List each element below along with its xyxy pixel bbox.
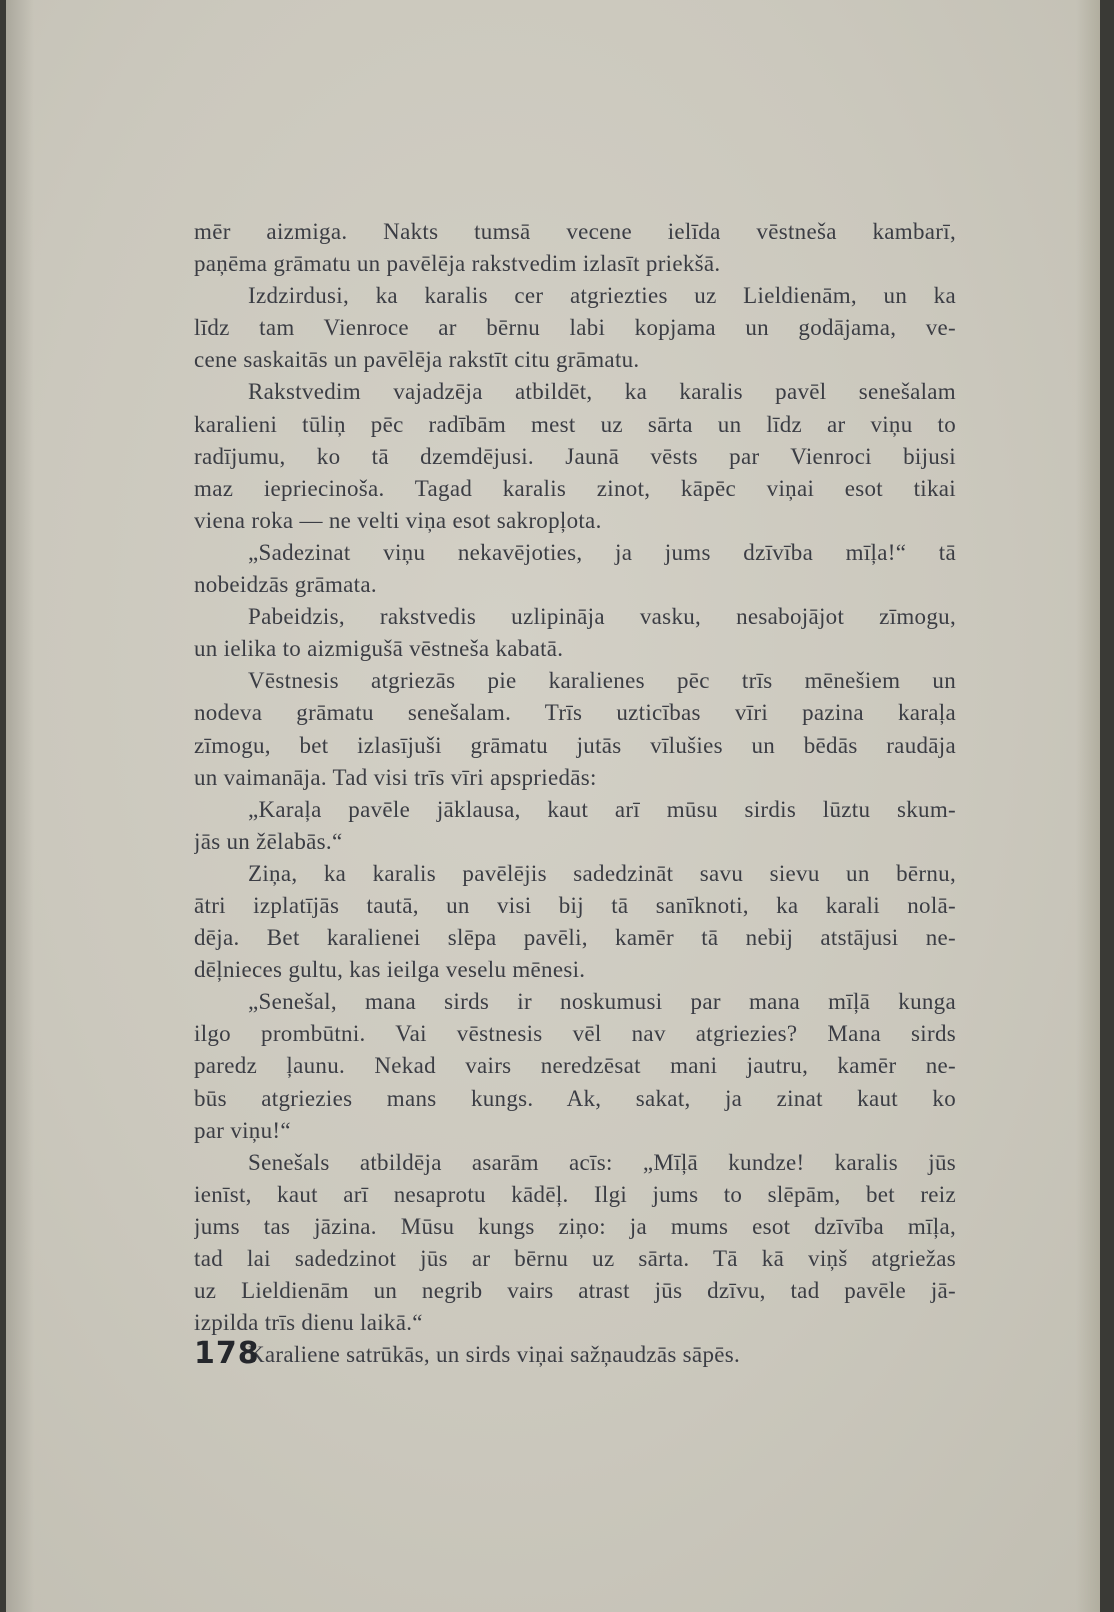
page-number: 178 <box>194 1336 260 1371</box>
text-line: paņēma grāmatu un pavēlēja rakstvedim izlasīt priekšā. <box>194 251 721 277</box>
text-line: un vaimanāja. Tad visi trīs vīri apspriedās: <box>194 764 597 790</box>
text-line: Ziņa, ka karalis pavēlējis sadedzināt savu sievu un bērnu, <box>248 860 956 886</box>
text-line: ienīst, kaut arī nesaprotu kādēļ. Ilgi jums to slēpām, bet reiz <box>194 1181 956 1207</box>
text-line: par viņu!“ <box>194 1117 291 1143</box>
text-line: dēļnieces gultu, kas ieilga veselu mēnesi. <box>194 957 586 983</box>
text-line: Pabeidzis, rakstvedis uzlipināja vasku, nesabojājot zīmogu, <box>248 604 956 630</box>
text-line: jās un žēlabās.“ <box>194 828 343 854</box>
text-line: Izdzirdusi, ka karalis cer atgriezties uz Lieldienām, un ka <box>248 283 956 309</box>
text-line: maz iepriecinoša. Tagad karalis zinot, kāpēc viņai esot tikai <box>194 475 956 501</box>
text-line: mēr aizmiga. Nakts tumsā vecene ielīda vēstneša kambarī, <box>194 219 956 244</box>
text-line: jums tas jāzina. Mūsu kungs ziņo: ja mums esot dzīvība mīļa, <box>194 1213 956 1239</box>
text-line: būs atgriezies mans kungs. Ak, sakat, ja zinat kaut ko <box>194 1085 956 1111</box>
text-line: nodeva grāmatu senešalam. Trīs uzticības vīri pazina karaļa <box>194 700 956 726</box>
text-line: līdz tam Vienroce ar bērnu labi kopjama un godājama, ve- <box>194 315 956 341</box>
text-line: Karaliene satrūkās, un sirds viņai sažņaudzās sāpēs. <box>248 1342 741 1368</box>
text-line: ātri izplatījās tautā, un visi bij tā sanīknoti, ka karali nolā- <box>194 892 956 918</box>
text-line: nobeidzās grāmata. <box>194 572 377 598</box>
text-line: paredz ļaunu. Nekad vairs neredzēsat mani jautru, kamēr ne- <box>194 1053 956 1079</box>
text-line: „Sadezinat viņu nekavējoties, ja jums dzīvība mīļa!“ tā <box>248 539 956 565</box>
text-line: Senešals atbildēja asarām acīs: „Mīļā kundze! karalis jūs <box>248 1149 956 1175</box>
body-text <box>194 216 956 1371</box>
book-page <box>6 0 1100 1612</box>
text-line: zīmogu, bet izlasījuši grāmatu jutās vīlušies un bēdās raudāja <box>194 732 956 758</box>
text-line: „Karaļa pavēle jāklausa, kaut arī mūsu sirdis lūztu skum- <box>248 796 956 822</box>
text-line: dēja. Bet karalienei slēpa pavēli, kamēr tā nebij atstājusi ne- <box>194 925 956 951</box>
text-line: karalieni tūliņ pēc radībām mest uz sārta un līdz ar viņu to <box>194 411 956 437</box>
text-line: Vēstnesis atgriezās pie karalienes pēc trīs mēnešiem un <box>248 668 956 694</box>
text-line: Rakstvedim vajadzēja atbildēt, ka karalis pavēl senešalam <box>248 379 956 405</box>
text-line: radījumu, ko tā dzemdējusi. Jaunā vēsts par Vienroci bijusi <box>194 443 956 469</box>
text-line: un ielika to aizmigušā vēstneša kabatā. <box>194 636 564 662</box>
text-line: viena roka — ne velti viņa esot sakropļota. <box>194 507 602 533</box>
text-line: izpilda trīs dienu laikā.“ <box>194 1310 423 1336</box>
text-line: cene saskaitās un pavēlēja rakstīt citu grāmatu. <box>194 347 640 373</box>
text-line: tad lai sadedzinot jūs ar bērnu uz sārta. Tā kā viņš atgriežas <box>194 1246 956 1271</box>
text-line: „Senešal, mana sirds ir noskumusi par mana mīļā kunga <box>248 989 956 1015</box>
text-line: ilgo prombūtni. Vai vēstnesis vēl nav atgriezies? Mana sirds <box>194 1021 956 1047</box>
text-line: uz Lieldienām un negrib vairs atrast jūs dzīvu, tad pavēle jā- <box>194 1278 956 1304</box>
